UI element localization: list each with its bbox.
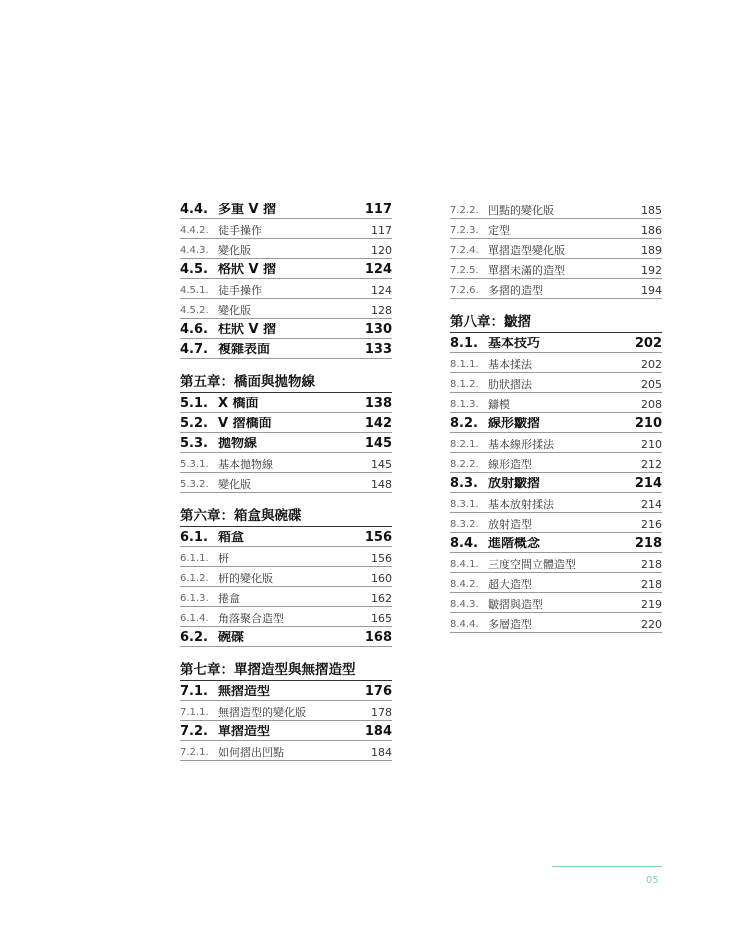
section-title: 格狀 V 摺	[218, 263, 277, 276]
section-title: 枅	[218, 553, 229, 564]
page-ref: 124	[364, 262, 392, 277]
toc-subsection-row	[450, 373, 662, 393]
section-title: 基本放射揉法	[488, 499, 554, 510]
section-title: 鑄模	[488, 399, 510, 410]
page-ref: 186	[641, 224, 662, 237]
page-ref: 216	[641, 518, 662, 531]
page-ref: 124	[371, 284, 392, 297]
page-ref: 133	[364, 342, 392, 357]
toc-subsection-row	[180, 279, 392, 299]
page-ref: 210	[641, 438, 662, 451]
toc-subsection-row	[450, 353, 662, 373]
section-number: 8.4.2.	[450, 579, 479, 590]
toc-section-row	[180, 393, 392, 413]
toc-section-row	[180, 433, 392, 453]
section-title: 無摺造型	[218, 685, 271, 698]
section-title: 放射造型	[488, 519, 532, 530]
page-ref: 160	[371, 572, 392, 585]
page-ref: 156	[371, 552, 392, 565]
toc-subsection-row	[180, 453, 392, 473]
toc-subsection-row	[450, 593, 662, 613]
section-number: 4.5.1.	[180, 285, 209, 296]
page-ref: 212	[641, 458, 662, 471]
page-ref: 202	[641, 358, 662, 371]
section-number: 7.1.1.	[180, 707, 209, 718]
page-ref: 202	[634, 336, 662, 351]
section-number: 8.2.	[450, 416, 478, 431]
toc-section-row	[450, 473, 662, 493]
section-title: 多重 V 摺	[218, 203, 277, 216]
page-ref: 145	[371, 458, 392, 471]
toc-section-row	[180, 339, 392, 359]
section-number: 7.2.5.	[450, 265, 479, 276]
section-title: 基本揉法	[488, 359, 532, 370]
section-number: 5.3.2.	[180, 479, 209, 490]
page-ref: 184	[371, 746, 392, 759]
section-title: 基本線形揉法	[488, 439, 554, 450]
toc-subsection-row	[450, 279, 662, 299]
page-ref: 145	[364, 436, 392, 451]
toc-subsection-row	[450, 493, 662, 513]
section-title: 複雜表面	[218, 343, 271, 356]
section-title: 定型	[488, 225, 510, 236]
section-number: 8.1.2.	[450, 379, 479, 390]
page-ref: 185	[641, 204, 662, 217]
section-title: X 橋面	[218, 397, 259, 410]
section-number: 7.2.4.	[450, 245, 479, 256]
toc-subsection-row	[450, 393, 662, 413]
toc-subsection-row	[450, 433, 662, 453]
section-title: 拋物線	[218, 437, 258, 450]
toc-section-row	[180, 721, 392, 741]
page-ref: 165	[371, 612, 392, 625]
toc-section-row	[450, 413, 662, 433]
section-title: 超大造型	[488, 579, 532, 590]
section-number: 7.2.6.	[450, 285, 479, 296]
page-ref: 117	[371, 224, 392, 237]
section-number: 7.2.2.	[450, 205, 479, 216]
section-title: 皺摺與造型	[488, 599, 543, 610]
page-ref: 218	[634, 536, 662, 551]
toc-subsection-row	[180, 567, 392, 587]
page-ref: 176	[364, 684, 392, 699]
toc-subsection-row	[180, 607, 392, 627]
section-title: 單摺造型	[218, 725, 271, 738]
section-title: 徒手操作	[218, 225, 262, 236]
toc-section-row	[450, 333, 662, 353]
section-number: 4.4.	[180, 202, 208, 217]
section-number: 6.1.1.	[180, 553, 209, 564]
toc-subsection-row	[180, 587, 392, 607]
toc-subsection-row	[180, 473, 392, 493]
chapter-heading: 第六章：箱盒與碗碟	[180, 507, 392, 527]
toc-section-row	[180, 319, 392, 339]
section-number: 5.1.	[180, 396, 208, 411]
page-ref: 148	[371, 478, 392, 491]
section-number: 8.3.	[450, 476, 478, 491]
section-title: 變化版	[218, 479, 251, 490]
toc-subsection-row	[180, 547, 392, 567]
toc-section-row	[180, 199, 392, 219]
page-ref: 218	[641, 558, 662, 571]
section-title: 單摺未滿的造型	[488, 265, 565, 276]
footer-rule	[552, 866, 662, 867]
page-ref: 184	[364, 724, 392, 739]
page-number: 05	[646, 875, 659, 886]
page-ref: 130	[364, 322, 392, 337]
toc-subsection-row	[450, 199, 662, 219]
section-number: 6.1.	[180, 530, 208, 545]
page-ref: 168	[364, 630, 392, 645]
toc-section-row	[180, 259, 392, 279]
page-ref: 218	[641, 578, 662, 591]
page-ref: 219	[641, 598, 662, 611]
page-ref: 214	[634, 476, 662, 491]
section-title: 如何摺出凹點	[218, 747, 284, 758]
toc-subsection-row	[450, 239, 662, 259]
page-ref: 142	[364, 416, 392, 431]
section-title: 枅的變化版	[218, 573, 273, 584]
section-title: 多摺的造型	[488, 285, 543, 296]
section-title: 三度空間立體造型	[488, 559, 576, 570]
section-title: 捲盒	[218, 593, 240, 604]
section-number: 4.4.2.	[180, 225, 209, 236]
section-title: 多層造型	[488, 619, 532, 630]
chapter-heading: 第八章：皺摺	[450, 313, 662, 333]
page-ref: 128	[371, 304, 392, 317]
toc-subsection-row	[180, 219, 392, 239]
toc-section-row	[180, 681, 392, 701]
section-number: 7.2.	[180, 724, 208, 739]
section-title: 線形造型	[488, 459, 532, 470]
page-ref: 210	[634, 416, 662, 431]
section-number: 4.5.	[180, 262, 208, 277]
toc-subsection-row	[180, 701, 392, 721]
section-number: 6.1.4.	[180, 613, 209, 624]
section-title: 單摺造型變化版	[488, 245, 565, 256]
toc-section-row	[180, 627, 392, 647]
section-number: 8.4.3.	[450, 599, 479, 610]
section-number: 8.4.1.	[450, 559, 479, 570]
page-ref: 156	[364, 530, 392, 545]
section-title: 角落聚合造型	[218, 613, 284, 624]
toc-left-column	[180, 199, 392, 761]
page-ref: 178	[371, 706, 392, 719]
toc-subsection-row	[180, 239, 392, 259]
toc-subsection-row	[180, 299, 392, 319]
section-number: 8.4.4.	[450, 619, 479, 630]
section-title: 線形皺摺	[488, 417, 541, 430]
toc-subsection-row	[450, 513, 662, 533]
page-ref: 138	[364, 396, 392, 411]
section-number: 5.3.1.	[180, 459, 209, 470]
section-number: 8.4.	[450, 536, 478, 551]
page-ref: 208	[641, 398, 662, 411]
section-number: 8.1.	[450, 336, 478, 351]
section-number: 7.2.3.	[450, 225, 479, 236]
section-number: 7.2.1.	[180, 747, 209, 758]
section-number: 5.3.	[180, 436, 208, 451]
page-ref: 120	[371, 244, 392, 257]
section-number: 5.2.	[180, 416, 208, 431]
page-ref: 194	[641, 284, 662, 297]
section-title: 凹點的變化版	[488, 205, 554, 216]
page-ref: 214	[641, 498, 662, 511]
section-title: 柱狀 V 摺	[218, 323, 277, 336]
page-ref: 220	[641, 618, 662, 631]
section-title: 無摺造型的變化版	[218, 707, 306, 718]
section-title: 箱盒	[218, 531, 245, 544]
section-title: 變化版	[218, 245, 251, 256]
page-ref: 205	[641, 378, 662, 391]
toc-subsection-row	[450, 573, 662, 593]
page-ref: 192	[641, 264, 662, 277]
toc-section-row	[450, 533, 662, 553]
section-title: 肋狀摺法	[488, 379, 532, 390]
chapter-heading: 第五章：橋面與拋物線	[180, 373, 392, 393]
section-title: 變化版	[218, 305, 251, 316]
section-number: 8.3.1.	[450, 499, 479, 510]
section-title: 進階概念	[488, 537, 541, 550]
section-number: 8.1.1.	[450, 359, 479, 370]
toc-section-row	[180, 527, 392, 547]
section-number: 4.6.	[180, 322, 208, 337]
page-ref: 117	[364, 202, 392, 217]
toc-right-column	[450, 199, 662, 633]
section-number: 4.7.	[180, 342, 208, 357]
toc-subsection-row	[450, 219, 662, 239]
section-number: 8.2.1.	[450, 439, 479, 450]
toc-section-row	[180, 413, 392, 433]
section-title: 碗碟	[218, 631, 245, 644]
section-title: V 摺橋面	[218, 417, 272, 430]
section-number: 8.3.2.	[450, 519, 479, 530]
toc-subsection-row	[450, 613, 662, 633]
section-title: 基本技巧	[488, 337, 541, 350]
section-title: 基本拋物線	[218, 459, 273, 470]
section-title: 徒手操作	[218, 285, 262, 296]
toc-subsection-row	[180, 741, 392, 761]
section-title: 放射皺摺	[488, 477, 541, 490]
section-number: 8.2.2.	[450, 459, 479, 470]
toc-subsection-row	[450, 453, 662, 473]
chapter-heading: 第七章：單摺造型與無摺造型	[180, 661, 392, 681]
page-ref: 162	[371, 592, 392, 605]
section-number: 8.1.3.	[450, 399, 479, 410]
section-number: 4.5.2.	[180, 305, 209, 316]
section-number: 6.1.2.	[180, 573, 209, 584]
section-number: 7.1.	[180, 684, 208, 699]
toc-subsection-row	[450, 259, 662, 279]
page-ref: 189	[641, 244, 662, 257]
section-number: 6.2.	[180, 630, 208, 645]
section-number: 6.1.3.	[180, 593, 209, 604]
toc-subsection-row	[450, 553, 662, 573]
section-number: 4.4.3.	[180, 245, 209, 256]
